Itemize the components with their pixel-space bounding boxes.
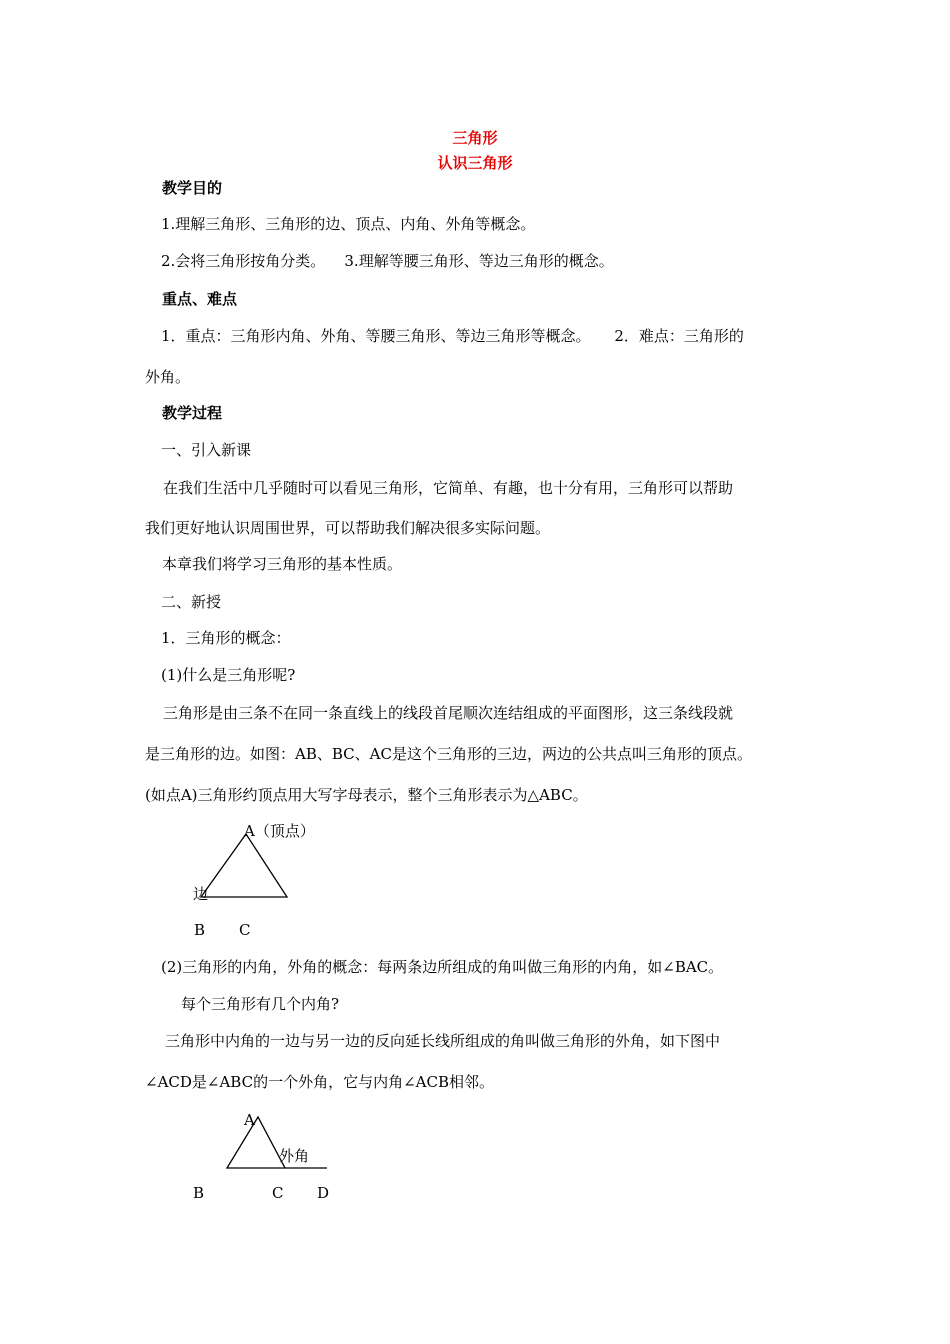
page-subtitle: 认识三角形 (437, 154, 513, 172)
question-2: (2)三角形的内角，外角的概念：每两条边所组成的角叫做三角形的内角，如∠BAC。 (161, 958, 724, 976)
question-1: (1)什么是三角形呢? (161, 666, 296, 684)
goal-1: 1.理解三角形、三角形的边、顶点、内角、外角等概念。 (161, 215, 536, 233)
section-heading-goals: 教学目的 (162, 179, 223, 197)
definition-line-2: 是三角形的边。如图：AB、BC、AC是这个三角形的三边，两边的公共点叫三角形的顶点。 (145, 745, 752, 763)
figure-2-label-d: D (317, 1184, 330, 1202)
intro-line-3: 本章我们将学习三角形的基本性质。 (162, 555, 403, 573)
figure-1-label-a: A（顶点） (244, 822, 315, 840)
figure-2-label-a: A (244, 1111, 255, 1129)
section-heading-process: 教学过程 (162, 404, 223, 422)
definition-line-3: (如点A)三角形约顶点用大写字母表示，整个三角形表示为△ABC。 (145, 786, 588, 804)
intro-line-1: 在我们生活中几乎随时可以看见三角形，它简单、有趣，也十分有用，三角形可以帮助 (163, 479, 734, 497)
intro-line-2: 我们更好地认识周围世界，可以帮助我们解决很多实际问题。 (145, 519, 551, 537)
goal-2-3: 2.会将三角形按角分类。 3.理解等腰三角形、等边三角形的概念。 (161, 252, 614, 270)
section-heading-key: 重点、难点 (162, 290, 238, 308)
page-title: 三角形 (452, 129, 498, 147)
key-line-1: 1．重点：三角形内角、外角、等腰三角形、等边三角形等概念。 2．难点：三角形的 (161, 327, 744, 345)
part-2-heading: 二、新授 (161, 593, 222, 611)
figure-2-label-exterior: 外角 (279, 1147, 310, 1165)
figure-1-label-c: C (239, 921, 251, 939)
exterior-line-1: 三角形中内角的一边与另一边的反向延长线所组成的角叫做三角形的外角，如下图中 (165, 1032, 721, 1050)
key-line-2: 外角。 (145, 368, 191, 386)
question-2-sub: 每个三角形有几个内角? (181, 995, 340, 1013)
figure-2-label-b: B (193, 1184, 205, 1202)
concept-heading: 1．三角形的概念： (161, 629, 291, 647)
exterior-line-2: ∠ACD是∠ABC的一个外角，它与内角∠ACB相邻。 (145, 1073, 494, 1091)
figure-1-label-b: B (194, 921, 206, 939)
definition-line-1: 三角形是由三条不在同一条直线上的线段首尾顺次连结组成的平面图形，这三条线段就 (163, 704, 734, 722)
figure-2-label-c: C (272, 1184, 284, 1202)
part-1-heading: 一、引入新课 (161, 441, 252, 459)
figure-1-label-side: 边 (193, 885, 209, 903)
